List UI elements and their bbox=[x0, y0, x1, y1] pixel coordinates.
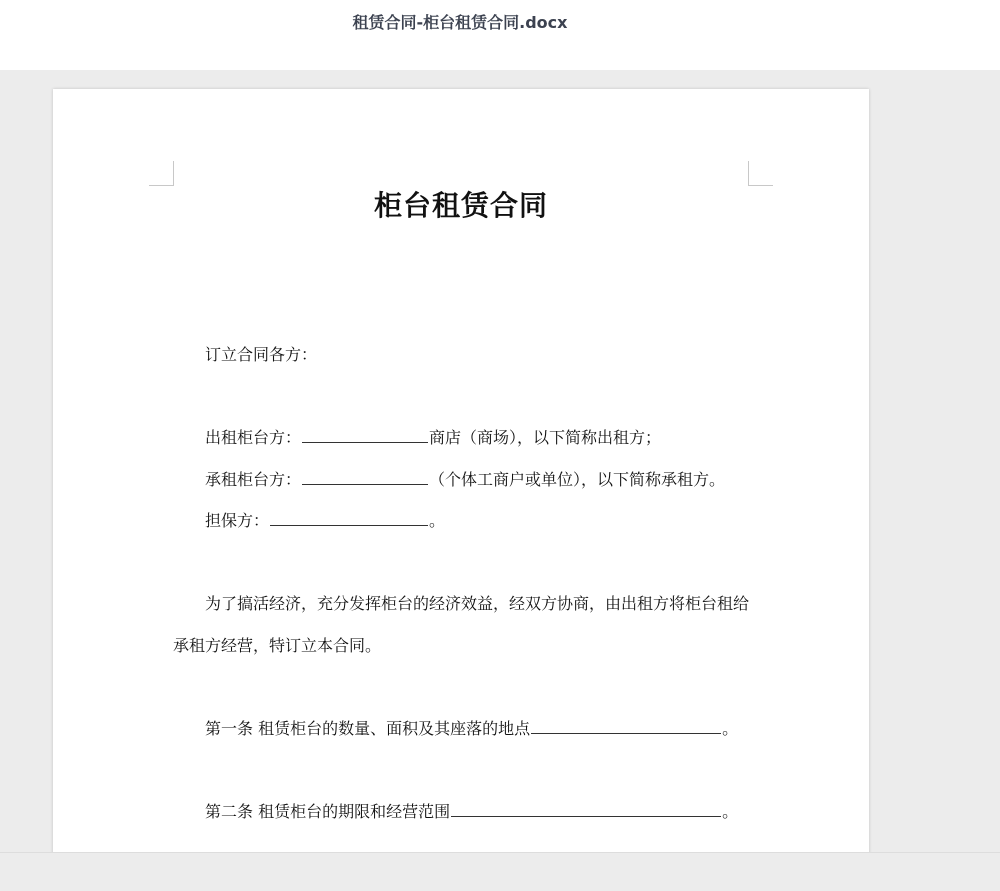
guarantor-label: 担保方： bbox=[205, 511, 270, 530]
purpose-line-2: 承租方经营，特订立本合同。 bbox=[173, 636, 382, 655]
lessee-line bbox=[205, 469, 725, 491]
lessee-label: 承租柜台方： bbox=[205, 470, 302, 489]
article-1-suffix: 。 bbox=[722, 719, 739, 738]
lessor-blank[interactable] bbox=[302, 428, 428, 443]
guarantor-line bbox=[205, 510, 445, 532]
lessee-blank[interactable] bbox=[302, 470, 428, 485]
guarantor-blank[interactable] bbox=[270, 511, 428, 526]
purpose-line-1: 为了搞活经济，充分发挥柜台的经济效益，经双方协商，由出租方将柜台租给 bbox=[205, 594, 750, 613]
title-bar bbox=[0, 0, 1000, 70]
parties-heading-text: 订立合同各方： bbox=[205, 345, 318, 364]
margin-corner-top-left bbox=[149, 161, 174, 186]
margin-corner-top-right bbox=[748, 161, 773, 186]
parties-heading bbox=[205, 344, 317, 366]
guarantor-suffix: 。 bbox=[429, 511, 446, 530]
article-1 bbox=[205, 718, 738, 740]
article-2-blank[interactable] bbox=[451, 802, 721, 817]
file-title: 租赁合同-柜台租赁合同.docx bbox=[352, 13, 568, 32]
bottom-bar bbox=[0, 852, 1000, 891]
lessor-suffix: 商店（商场），以下简称出租方； bbox=[429, 428, 662, 447]
lessor-line bbox=[205, 427, 661, 449]
article-1-text: 第一条 租赁柜台的数量、面积及其座落的地点 bbox=[205, 719, 531, 738]
article-2 bbox=[205, 801, 738, 823]
lessee-suffix: （个体工商户或单位），以下简称承租方。 bbox=[429, 470, 726, 489]
lessor-label: 出租柜台方： bbox=[205, 428, 302, 447]
document-page[interactable] bbox=[53, 89, 869, 859]
article-2-text: 第二条 租赁柜台的期限和经营范围 bbox=[205, 802, 451, 821]
article-2-suffix: 。 bbox=[722, 802, 739, 821]
document-title: 柜台租赁合同 bbox=[373, 189, 548, 222]
article-1-blank[interactable] bbox=[531, 719, 721, 734]
